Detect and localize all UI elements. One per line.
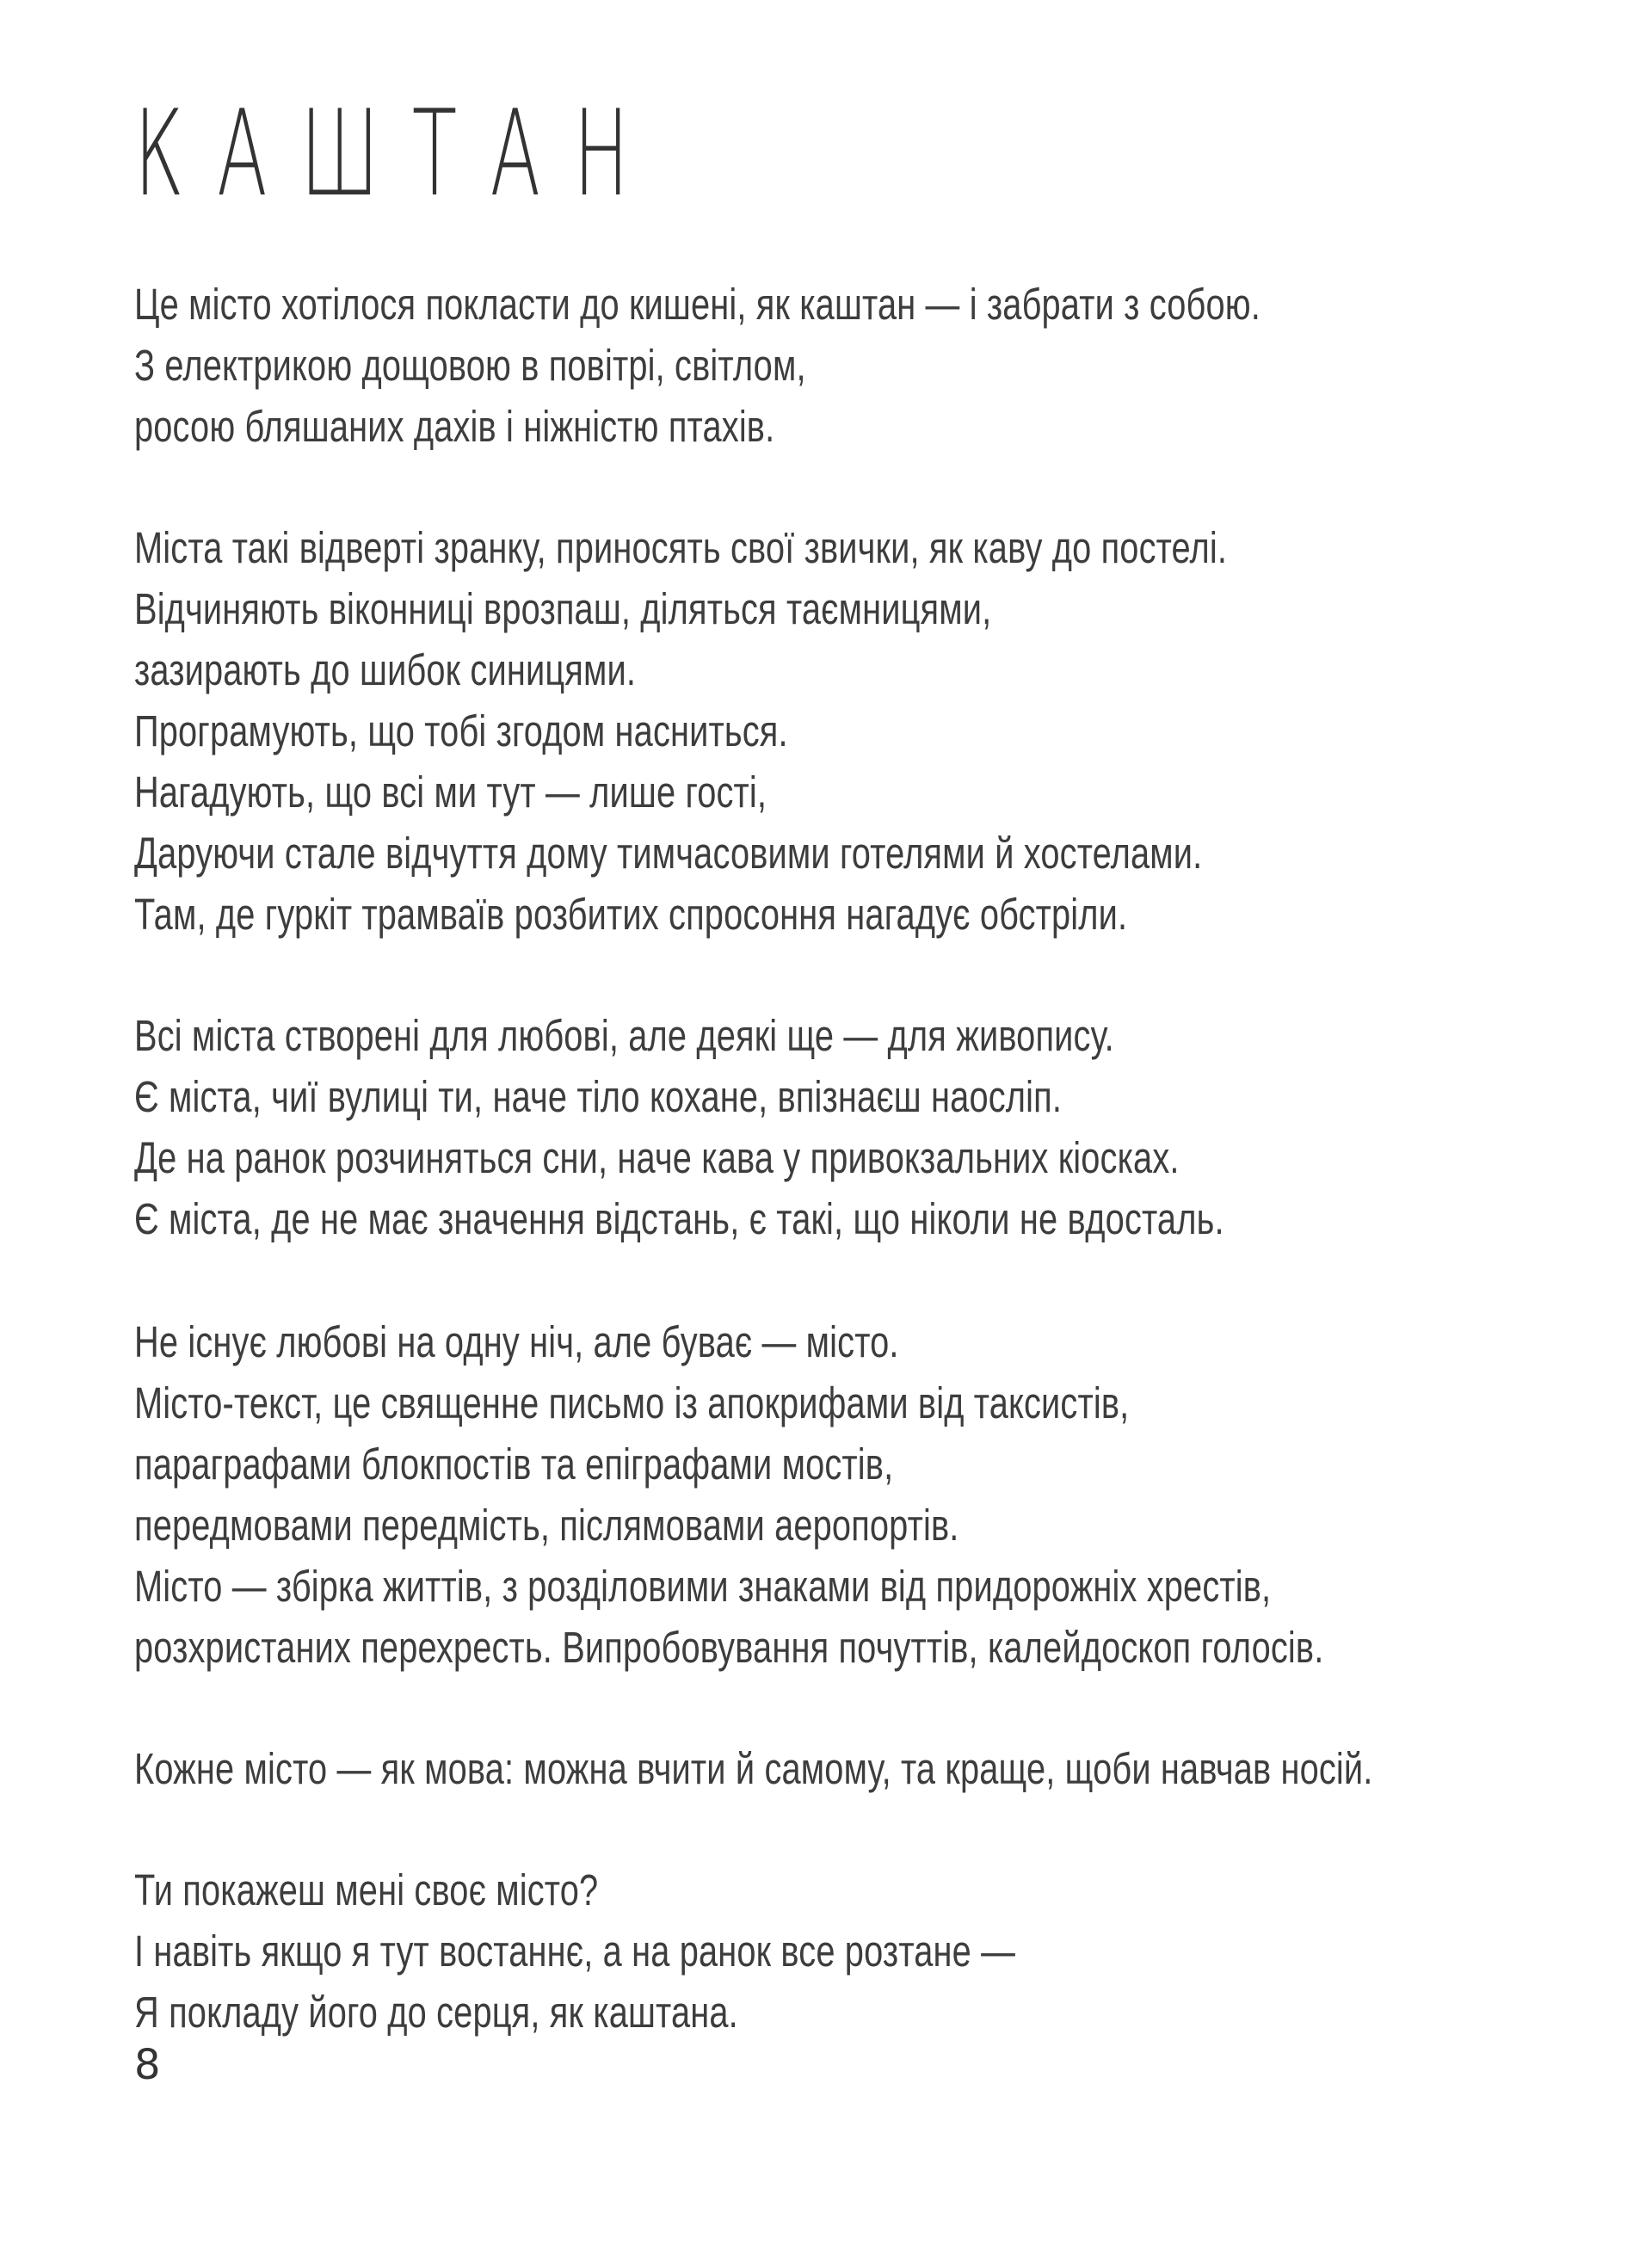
poem-line: Всі міста створені для любові, але деякі ще — для живопису.: [134, 1011, 1114, 1060]
stanza-2: [134, 517, 1631, 945]
poem-line: розхристаних перехресть. Випробовування почуттів, калейдоскоп голосів.: [134, 1623, 1324, 1672]
poem-body: [134, 274, 1631, 2103]
poem-line: Міста такі відверті зранку, приносять свої звички, як каву до постелі.: [134, 523, 1228, 572]
poem-line: Я покладу його до серця, як каштана.: [134, 1988, 738, 2037]
poem-line: Місто — збірка життів, з розділовими знаками від придорожніх хрестів,: [134, 1562, 1272, 1611]
poem-line: Там, де гуркіт трамваїв розбитих спросоння нагадує обстріли.: [134, 890, 1128, 939]
stanza-1: [134, 274, 1631, 457]
poem-line: Не існує любові на одну ніч, але буває — місто.: [134, 1317, 899, 1366]
poem-line: Це місто хотілося покласти до кишені, як каштан — і забрати з собою.: [134, 280, 1261, 329]
poem-line: Є міста, де не має значення відстань, є такі, що ніколи не вдосталь.: [134, 1194, 1224, 1243]
poem-line: параграфами блокпостів та епіграфами мостів,: [134, 1439, 894, 1489]
page-number: 8: [134, 2041, 161, 2089]
poem-line: Де на ранок розчиняться сни, наче кава у привокзальних кіосках.: [134, 1133, 1180, 1182]
poem-line: Кожне місто — як мова: можна вчити й самому, та краще, щоби навчав носій.: [134, 1744, 1373, 1793]
stanza-3: [134, 1005, 1631, 1249]
poem-line: І навіть якщо я тут востаннє, а на ранок все розтане —: [134, 1927, 1016, 1976]
poem-line: зазирають до шибок синицями.: [134, 645, 637, 694]
stanza-5: [134, 1738, 1631, 1799]
poem-line: Ти покажеш мені своє місто?: [134, 1865, 599, 1914]
stanza-4: [134, 1311, 1631, 1678]
poem-line: Програмують, що тобі згодом насниться.: [134, 706, 788, 755]
poem-line: Є міста, чиї вулиці ти, наче тіло кохане, впізнаєш наосліп.: [134, 1072, 1063, 1121]
stanza-6: [134, 1859, 1631, 2043]
poem-line: Нагадують, що всі ми тут — лише гості,: [134, 768, 767, 817]
poem-line: передмовами передмість, післямовами аеропортів.: [134, 1501, 959, 1550]
poem-line: З електрикою дощовою в повітрі, світлом,: [134, 341, 806, 390]
poem-title: КАШТАН: [134, 84, 663, 223]
poem-line: Місто-текст, це священне письмо із апокрифами від таксистів,: [134, 1378, 1130, 1427]
poem-line: росою бляшаних дахів і ніжністю птахів.: [134, 402, 775, 451]
poem-line: Відчиняють віконниці врозпаш, діляться таємницями,: [134, 584, 992, 633]
poem-line: Даруючи стале відчуття дому тимчасовими готелями й хостелами.: [134, 829, 1203, 878]
